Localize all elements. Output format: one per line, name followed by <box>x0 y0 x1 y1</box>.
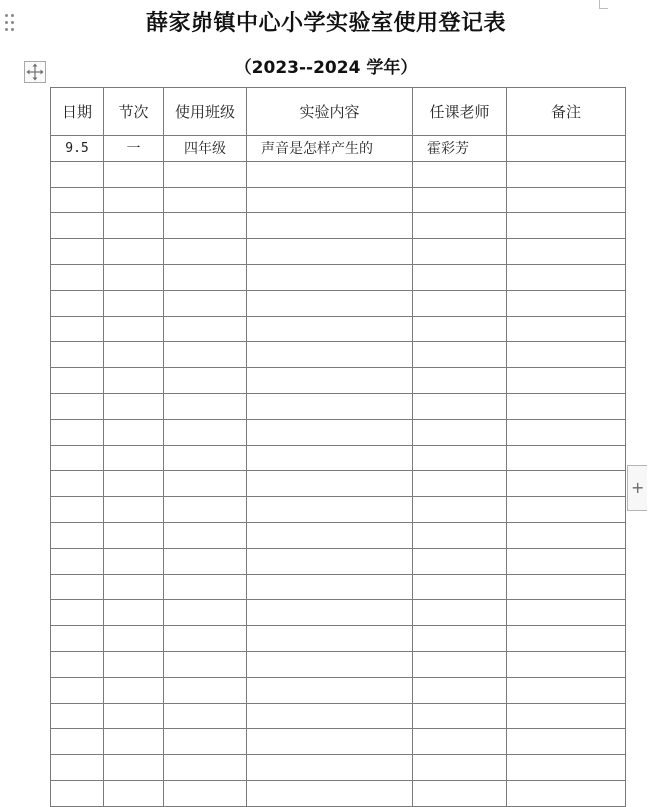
cell-period[interactable] <box>104 497 164 523</box>
cell-experiment[interactable] <box>247 161 413 187</box>
header-remarks: 备注 <box>507 88 626 136</box>
header-date: 日期 <box>51 88 104 136</box>
cell-remarks[interactable] <box>507 548 626 574</box>
table-move-handle[interactable] <box>24 61 46 83</box>
cell-period[interactable] <box>104 651 164 677</box>
cell-class[interactable] <box>164 548 247 574</box>
cell-experiment[interactable] <box>247 600 413 626</box>
cell-experiment[interactable] <box>247 290 413 316</box>
cell-remarks[interactable] <box>507 677 626 703</box>
table-row <box>51 290 626 316</box>
cell-experiment[interactable] <box>247 316 413 342</box>
cell-date[interactable] <box>51 393 104 419</box>
cell-class[interactable] <box>164 239 247 265</box>
cell-remarks[interactable] <box>507 393 626 419</box>
cell-period[interactable] <box>104 290 164 316</box>
table-row <box>51 213 626 239</box>
header-period: 节次 <box>104 88 164 136</box>
cell-date[interactable] <box>51 471 104 497</box>
table-row <box>51 136 626 162</box>
cell-experiment[interactable] <box>247 213 413 239</box>
cell-date[interactable] <box>51 651 104 677</box>
table-row <box>51 393 626 419</box>
cell-experiment[interactable] <box>247 548 413 574</box>
table-row <box>51 677 626 703</box>
table-row <box>51 651 626 677</box>
table-row <box>51 264 626 290</box>
table-row <box>51 548 626 574</box>
cell-period[interactable] <box>104 445 164 471</box>
cell-remarks[interactable] <box>507 703 626 729</box>
cell-experiment[interactable] <box>247 651 413 677</box>
cell-class[interactable] <box>164 600 247 626</box>
cell-teacher[interactable] <box>413 471 507 497</box>
cell-experiment[interactable] <box>247 780 413 806</box>
cell-date[interactable] <box>51 677 104 703</box>
cell-date[interactable] <box>51 574 104 600</box>
table-row <box>51 497 626 523</box>
cell-teacher[interactable] <box>413 780 507 806</box>
cell-teacher[interactable] <box>413 316 507 342</box>
cell-date[interactable] <box>51 729 104 755</box>
four-way-move-icon <box>25 62 45 82</box>
cell-period[interactable] <box>104 419 164 445</box>
cell-remarks[interactable] <box>507 522 626 548</box>
cell-teacher[interactable] <box>413 368 507 394</box>
cell-date[interactable] <box>51 419 104 445</box>
cell-class[interactable] <box>164 626 247 652</box>
cell-remarks[interactable] <box>507 497 626 523</box>
cell-remarks[interactable] <box>507 264 626 290</box>
cell-experiment[interactable] <box>247 703 413 729</box>
cell-teacher[interactable] <box>413 161 507 187</box>
cell-teacher[interactable] <box>413 522 507 548</box>
table-row <box>51 729 626 755</box>
cell-period[interactable] <box>104 780 164 806</box>
cell-teacher[interactable] <box>413 213 507 239</box>
table-row <box>51 471 626 497</box>
table-row <box>51 574 626 600</box>
table-header-row <box>51 88 626 136</box>
cell-date[interactable] <box>51 548 104 574</box>
cell-class[interactable] <box>164 497 247 523</box>
cell-class[interactable] <box>164 703 247 729</box>
cell-experiment[interactable] <box>247 574 413 600</box>
cell-date[interactable] <box>51 600 104 626</box>
cell-teacher[interactable] <box>413 651 507 677</box>
cell-teacher[interactable] <box>413 239 507 265</box>
cell-date[interactable] <box>51 522 104 548</box>
cell-period[interactable] <box>104 703 164 729</box>
table-row <box>51 239 626 265</box>
cell-period[interactable] <box>104 626 164 652</box>
cell-teacher[interactable] <box>413 187 507 213</box>
cell-date[interactable] <box>51 213 104 239</box>
table-row <box>51 187 626 213</box>
table-row <box>51 419 626 445</box>
cell-remarks[interactable] <box>507 780 626 806</box>
cell-teacher[interactable] <box>413 497 507 523</box>
table-row <box>51 342 626 368</box>
cell-date[interactable] <box>51 703 104 729</box>
table-row <box>51 755 626 781</box>
cell-date[interactable] <box>51 239 104 265</box>
cell-experiment[interactable]: 声音是怎样产生的 <box>247 136 413 162</box>
cell-class[interactable] <box>164 419 247 445</box>
plus-icon: + <box>631 478 645 497</box>
cell-experiment[interactable] <box>247 729 413 755</box>
cell-date[interactable] <box>51 755 104 781</box>
cell-date[interactable] <box>51 187 104 213</box>
cell-class[interactable] <box>164 161 247 187</box>
cell-remarks[interactable] <box>507 471 626 497</box>
cell-experiment[interactable] <box>247 187 413 213</box>
cell-remarks[interactable] <box>507 290 626 316</box>
cell-period[interactable] <box>104 755 164 781</box>
cell-teacher[interactable] <box>413 393 507 419</box>
cell-teacher[interactable] <box>413 419 507 445</box>
cell-remarks[interactable] <box>507 342 626 368</box>
cell-teacher[interactable] <box>413 574 507 600</box>
cell-period[interactable] <box>104 548 164 574</box>
cell-date[interactable] <box>51 264 104 290</box>
cell-class[interactable] <box>164 290 247 316</box>
cell-period[interactable] <box>104 600 164 626</box>
table-row <box>51 600 626 626</box>
cell-remarks[interactable] <box>507 419 626 445</box>
header-teacher: 任课老师 <box>413 88 507 136</box>
table-row <box>51 522 626 548</box>
cell-period[interactable]: 一 <box>104 136 164 162</box>
cell-experiment[interactable] <box>247 342 413 368</box>
cell-remarks[interactable] <box>507 600 626 626</box>
cell-experiment[interactable] <box>247 264 413 290</box>
cell-date[interactable] <box>51 368 104 394</box>
cell-date[interactable] <box>51 780 104 806</box>
cell-class[interactable] <box>164 213 247 239</box>
cell-teacher[interactable] <box>413 548 507 574</box>
cell-date[interactable] <box>51 316 104 342</box>
cell-experiment[interactable] <box>247 522 413 548</box>
cell-class[interactable] <box>164 780 247 806</box>
table-row <box>51 780 626 806</box>
cell-remarks[interactable] <box>507 574 626 600</box>
cell-period[interactable] <box>104 213 164 239</box>
cell-teacher[interactable] <box>413 342 507 368</box>
table-body <box>51 88 626 807</box>
cell-date[interactable] <box>51 445 104 471</box>
cell-date[interactable] <box>51 290 104 316</box>
cell-date[interactable]: 9.5 <box>51 136 104 162</box>
cell-teacher[interactable] <box>413 445 507 471</box>
cell-remarks[interactable] <box>507 368 626 394</box>
cell-remarks[interactable] <box>507 187 626 213</box>
cell-class[interactable] <box>164 574 247 600</box>
cell-experiment[interactable] <box>247 419 413 445</box>
cell-teacher[interactable] <box>413 626 507 652</box>
cell-remarks[interactable] <box>507 626 626 652</box>
cell-period[interactable] <box>104 161 164 187</box>
cell-experiment[interactable] <box>247 239 413 265</box>
cell-date[interactable] <box>51 497 104 523</box>
cell-experiment[interactable] <box>247 497 413 523</box>
document-subtitle: （2023--2024 学年） <box>234 58 418 78</box>
cell-class[interactable]: 四年级 <box>164 136 247 162</box>
cell-period[interactable] <box>104 574 164 600</box>
cell-teacher[interactable] <box>413 729 507 755</box>
cell-teacher[interactable] <box>413 264 507 290</box>
cell-period[interactable] <box>104 239 164 265</box>
cell-period[interactable] <box>104 471 164 497</box>
cell-class[interactable] <box>164 677 247 703</box>
cell-remarks[interactable] <box>507 316 626 342</box>
cell-remarks[interactable] <box>507 213 626 239</box>
cell-period[interactable] <box>104 368 164 394</box>
document-title: 薛家峁镇中心小学实验室使用登记表 <box>145 10 506 36</box>
cell-teacher[interactable] <box>413 600 507 626</box>
cell-period[interactable] <box>104 316 164 342</box>
cell-class[interactable] <box>164 522 247 548</box>
table-row <box>51 626 626 652</box>
cell-period[interactable] <box>104 677 164 703</box>
cell-teacher[interactable]: 霍彩芳 <box>413 136 507 162</box>
cell-experiment[interactable] <box>247 393 413 419</box>
cell-period[interactable] <box>104 187 164 213</box>
table-row <box>51 703 626 729</box>
cell-experiment[interactable] <box>247 755 413 781</box>
cell-period[interactable] <box>104 729 164 755</box>
cell-period[interactable] <box>104 522 164 548</box>
cell-class[interactable] <box>164 342 247 368</box>
table-row <box>51 161 626 187</box>
cell-class[interactable] <box>164 187 247 213</box>
lab-usage-table <box>50 87 626 807</box>
table-row <box>51 445 626 471</box>
header-experiment: 实验内容 <box>247 88 413 136</box>
cell-class[interactable] <box>164 729 247 755</box>
cell-remarks[interactable] <box>507 755 626 781</box>
cell-teacher[interactable] <box>413 290 507 316</box>
cell-remarks[interactable] <box>507 651 626 677</box>
cell-experiment[interactable] <box>247 368 413 394</box>
cell-remarks[interactable] <box>507 729 626 755</box>
cell-experiment[interactable] <box>247 626 413 652</box>
table-row <box>51 368 626 394</box>
cell-class[interactable] <box>164 368 247 394</box>
cell-experiment[interactable] <box>247 445 413 471</box>
cell-experiment[interactable] <box>247 677 413 703</box>
cell-class[interactable] <box>164 316 247 342</box>
cell-period[interactable] <box>104 342 164 368</box>
cell-remarks[interactable] <box>507 136 626 162</box>
cell-class[interactable] <box>164 755 247 781</box>
cell-class[interactable] <box>164 264 247 290</box>
cell-period[interactable] <box>104 264 164 290</box>
cell-teacher[interactable] <box>413 755 507 781</box>
cell-teacher[interactable] <box>413 677 507 703</box>
cell-class[interactable] <box>164 471 247 497</box>
cell-experiment[interactable] <box>247 471 413 497</box>
cell-class[interactable] <box>164 651 247 677</box>
cell-teacher[interactable] <box>413 703 507 729</box>
header-class: 使用班级 <box>164 88 247 136</box>
add-column-button[interactable] <box>627 465 647 511</box>
cell-date[interactable] <box>51 626 104 652</box>
cell-period[interactable] <box>104 393 164 419</box>
cell-class[interactable] <box>164 445 247 471</box>
cell-remarks[interactable] <box>507 161 626 187</box>
cell-class[interactable] <box>164 393 247 419</box>
cell-date[interactable] <box>51 342 104 368</box>
cell-remarks[interactable] <box>507 445 626 471</box>
cell-date[interactable] <box>51 161 104 187</box>
table-row <box>51 316 626 342</box>
cell-remarks[interactable] <box>507 239 626 265</box>
